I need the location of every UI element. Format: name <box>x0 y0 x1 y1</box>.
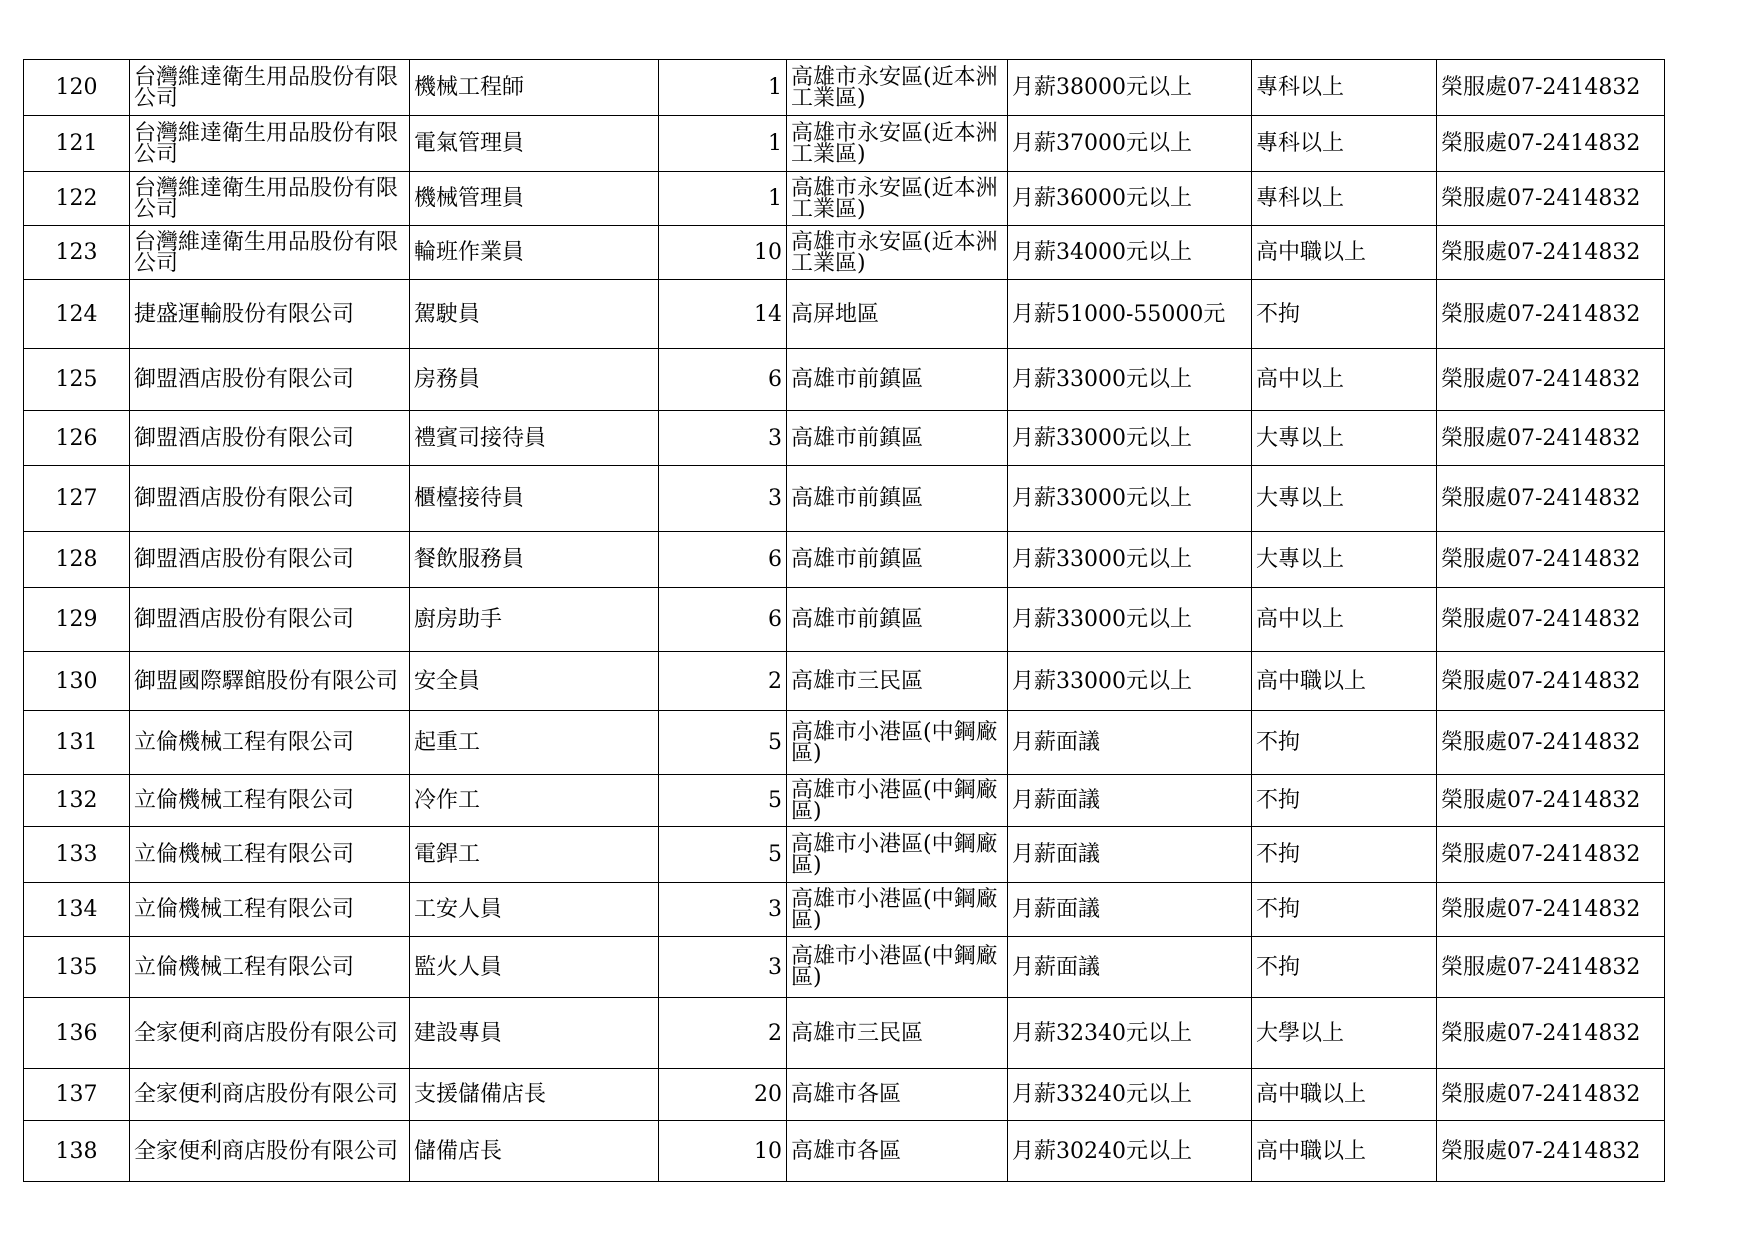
job-listings-body <box>24 60 1665 1182</box>
company-cell: 御盟酒店股份有限公司 <box>130 532 410 588</box>
salary-cell: 月薪34000元以上 <box>1008 226 1252 280</box>
headcount-cell: 5 <box>659 827 787 883</box>
contact-cell: 榮服處07-2414832 <box>1437 827 1665 883</box>
headcount-cell: 6 <box>659 532 787 588</box>
salary-cell: 月薪38000元以上 <box>1008 60 1252 116</box>
row-number-cell: 137 <box>24 1069 130 1121</box>
headcount-cell: 3 <box>659 883 787 937</box>
company-cell: 台灣維達衛生用品股份有限公司 <box>130 60 410 116</box>
table-row <box>24 652 1665 711</box>
table-row <box>24 532 1665 588</box>
row-number-cell: 122 <box>24 172 130 226</box>
salary-cell: 月薪面議 <box>1008 937 1252 998</box>
contact-cell: 榮服處07-2414832 <box>1437 172 1665 226</box>
headcount-cell: 5 <box>659 711 787 775</box>
company-cell: 御盟酒店股份有限公司 <box>130 466 410 532</box>
location-cell: 高雄市各區 <box>787 1121 1008 1182</box>
headcount-cell: 3 <box>659 937 787 998</box>
position-cell: 機械管理員 <box>410 172 659 226</box>
education-cell: 高中以上 <box>1252 588 1437 652</box>
salary-cell: 月薪面議 <box>1008 775 1252 827</box>
company-cell: 全家便利商店股份有限公司 <box>130 998 410 1069</box>
position-cell: 起重工 <box>410 711 659 775</box>
row-number-cell: 134 <box>24 883 130 937</box>
headcount-cell: 1 <box>659 116 787 172</box>
table-row <box>24 775 1665 827</box>
table-row <box>24 60 1665 116</box>
position-cell: 儲備店長 <box>410 1121 659 1182</box>
contact-cell: 榮服處07-2414832 <box>1437 116 1665 172</box>
table-row <box>24 711 1665 775</box>
education-cell: 專科以上 <box>1252 116 1437 172</box>
row-number-cell: 138 <box>24 1121 130 1182</box>
row-number-cell: 130 <box>24 652 130 711</box>
education-cell: 大專以上 <box>1252 466 1437 532</box>
position-cell: 餐飲服務員 <box>410 532 659 588</box>
headcount-cell: 3 <box>659 466 787 532</box>
location-cell: 高雄市小港區(中鋼廠區) <box>787 711 1008 775</box>
salary-cell: 月薪33000元以上 <box>1008 411 1252 466</box>
row-number-cell: 128 <box>24 532 130 588</box>
position-cell: 駕駛員 <box>410 280 659 349</box>
position-cell: 電氣管理員 <box>410 116 659 172</box>
contact-cell: 榮服處07-2414832 <box>1437 226 1665 280</box>
row-number-cell: 123 <box>24 226 130 280</box>
location-cell: 高雄市永安區(近本洲工業區) <box>787 172 1008 226</box>
contact-cell: 榮服處07-2414832 <box>1437 532 1665 588</box>
headcount-cell: 20 <box>659 1069 787 1121</box>
contact-cell: 榮服處07-2414832 <box>1437 998 1665 1069</box>
row-number-cell: 127 <box>24 466 130 532</box>
headcount-cell: 3 <box>659 411 787 466</box>
position-cell: 廚房助手 <box>410 588 659 652</box>
salary-cell: 月薪33000元以上 <box>1008 588 1252 652</box>
headcount-cell: 6 <box>659 588 787 652</box>
position-cell: 輪班作業員 <box>410 226 659 280</box>
education-cell: 不拘 <box>1252 883 1437 937</box>
position-cell: 電銲工 <box>410 827 659 883</box>
company-cell: 立倫機械工程有限公司 <box>130 775 410 827</box>
position-cell: 建設專員 <box>410 998 659 1069</box>
location-cell: 高雄市小港區(中鋼廠區) <box>787 937 1008 998</box>
table-row <box>24 466 1665 532</box>
contact-cell: 榮服處07-2414832 <box>1437 711 1665 775</box>
company-cell: 御盟酒店股份有限公司 <box>130 588 410 652</box>
salary-cell: 月薪37000元以上 <box>1008 116 1252 172</box>
contact-cell: 榮服處07-2414832 <box>1437 349 1665 411</box>
company-cell: 立倫機械工程有限公司 <box>130 827 410 883</box>
position-cell: 工安人員 <box>410 883 659 937</box>
education-cell: 高中職以上 <box>1252 652 1437 711</box>
salary-cell: 月薪33000元以上 <box>1008 466 1252 532</box>
location-cell: 高雄市小港區(中鋼廠區) <box>787 775 1008 827</box>
salary-cell: 月薪36000元以上 <box>1008 172 1252 226</box>
location-cell: 高雄市三民區 <box>787 998 1008 1069</box>
location-cell: 高雄市各區 <box>787 1069 1008 1121</box>
salary-cell: 月薪面議 <box>1008 711 1252 775</box>
location-cell: 高雄市小港區(中鋼廠區) <box>787 883 1008 937</box>
location-cell: 高雄市前鎮區 <box>787 411 1008 466</box>
table-row <box>24 349 1665 411</box>
salary-cell: 月薪33240元以上 <box>1008 1069 1252 1121</box>
table-row <box>24 172 1665 226</box>
row-number-cell: 135 <box>24 937 130 998</box>
table-row <box>24 827 1665 883</box>
table-row <box>24 937 1665 998</box>
table-row <box>24 588 1665 652</box>
company-cell: 全家便利商店股份有限公司 <box>130 1069 410 1121</box>
table-row <box>24 116 1665 172</box>
headcount-cell: 2 <box>659 652 787 711</box>
position-cell: 安全員 <box>410 652 659 711</box>
company-cell: 立倫機械工程有限公司 <box>130 883 410 937</box>
headcount-cell: 2 <box>659 998 787 1069</box>
company-cell: 御盟酒店股份有限公司 <box>130 411 410 466</box>
company-cell: 台灣維達衛生用品股份有限公司 <box>130 172 410 226</box>
contact-cell: 榮服處07-2414832 <box>1437 466 1665 532</box>
row-number-cell: 125 <box>24 349 130 411</box>
headcount-cell: 14 <box>659 280 787 349</box>
education-cell: 高中職以上 <box>1252 226 1437 280</box>
contact-cell: 榮服處07-2414832 <box>1437 1069 1665 1121</box>
location-cell: 高雄市小港區(中鋼廠區) <box>787 827 1008 883</box>
job-listings-table <box>23 59 1665 1182</box>
table-row <box>24 998 1665 1069</box>
row-number-cell: 120 <box>24 60 130 116</box>
company-cell: 御盟國際驛館股份有限公司 <box>130 652 410 711</box>
salary-cell: 月薪33000元以上 <box>1008 349 1252 411</box>
education-cell: 大學以上 <box>1252 998 1437 1069</box>
education-cell: 專科以上 <box>1252 60 1437 116</box>
location-cell: 高雄市永安區(近本洲工業區) <box>787 60 1008 116</box>
education-cell: 高中職以上 <box>1252 1069 1437 1121</box>
salary-cell: 月薪33000元以上 <box>1008 652 1252 711</box>
education-cell: 大專以上 <box>1252 532 1437 588</box>
location-cell: 高屏地區 <box>787 280 1008 349</box>
education-cell: 大專以上 <box>1252 411 1437 466</box>
location-cell: 高雄市前鎮區 <box>787 349 1008 411</box>
contact-cell: 榮服處07-2414832 <box>1437 937 1665 998</box>
education-cell: 不拘 <box>1252 711 1437 775</box>
location-cell: 高雄市前鎮區 <box>787 532 1008 588</box>
company-cell: 捷盛運輸股份有限公司 <box>130 280 410 349</box>
contact-cell: 榮服處07-2414832 <box>1437 652 1665 711</box>
company-cell: 立倫機械工程有限公司 <box>130 711 410 775</box>
education-cell: 高中以上 <box>1252 349 1437 411</box>
row-number-cell: 124 <box>24 280 130 349</box>
company-cell: 台灣維達衛生用品股份有限公司 <box>130 116 410 172</box>
location-cell: 高雄市前鎮區 <box>787 466 1008 532</box>
salary-cell: 月薪32340元以上 <box>1008 998 1252 1069</box>
headcount-cell: 5 <box>659 775 787 827</box>
headcount-cell: 1 <box>659 172 787 226</box>
row-number-cell: 136 <box>24 998 130 1069</box>
row-number-cell: 126 <box>24 411 130 466</box>
headcount-cell: 10 <box>659 1121 787 1182</box>
contact-cell: 榮服處07-2414832 <box>1437 588 1665 652</box>
row-number-cell: 121 <box>24 116 130 172</box>
table-row <box>24 280 1665 349</box>
salary-cell: 月薪面議 <box>1008 827 1252 883</box>
row-number-cell: 129 <box>24 588 130 652</box>
position-cell: 房務員 <box>410 349 659 411</box>
education-cell: 高中職以上 <box>1252 1121 1437 1182</box>
salary-cell: 月薪51000-55000元 <box>1008 280 1252 349</box>
position-cell: 冷作工 <box>410 775 659 827</box>
company-cell: 台灣維達衛生用品股份有限公司 <box>130 226 410 280</box>
salary-cell: 月薪33000元以上 <box>1008 532 1252 588</box>
headcount-cell: 10 <box>659 226 787 280</box>
position-cell: 監火人員 <box>410 937 659 998</box>
table-row <box>24 1069 1665 1121</box>
row-number-cell: 133 <box>24 827 130 883</box>
education-cell: 不拘 <box>1252 827 1437 883</box>
row-number-cell: 132 <box>24 775 130 827</box>
table-row <box>24 411 1665 466</box>
company-cell: 立倫機械工程有限公司 <box>130 937 410 998</box>
salary-cell: 月薪面議 <box>1008 883 1252 937</box>
position-cell: 禮賓司接待員 <box>410 411 659 466</box>
position-cell: 支援儲備店長 <box>410 1069 659 1121</box>
table-row <box>24 883 1665 937</box>
location-cell: 高雄市前鎮區 <box>787 588 1008 652</box>
headcount-cell: 1 <box>659 60 787 116</box>
company-cell: 全家便利商店股份有限公司 <box>130 1121 410 1182</box>
row-number-cell: 131 <box>24 711 130 775</box>
contact-cell: 榮服處07-2414832 <box>1437 60 1665 116</box>
location-cell: 高雄市永安區(近本洲工業區) <box>787 226 1008 280</box>
position-cell: 機械工程師 <box>410 60 659 116</box>
contact-cell: 榮服處07-2414832 <box>1437 883 1665 937</box>
table-row <box>24 1121 1665 1182</box>
education-cell: 不拘 <box>1252 775 1437 827</box>
education-cell: 不拘 <box>1252 280 1437 349</box>
table-row <box>24 226 1665 280</box>
company-cell: 御盟酒店股份有限公司 <box>130 349 410 411</box>
education-cell: 不拘 <box>1252 937 1437 998</box>
contact-cell: 榮服處07-2414832 <box>1437 280 1665 349</box>
position-cell: 櫃檯接待員 <box>410 466 659 532</box>
salary-cell: 月薪30240元以上 <box>1008 1121 1252 1182</box>
location-cell: 高雄市永安區(近本洲工業區) <box>787 116 1008 172</box>
contact-cell: 榮服處07-2414832 <box>1437 1121 1665 1182</box>
headcount-cell: 6 <box>659 349 787 411</box>
contact-cell: 榮服處07-2414832 <box>1437 775 1665 827</box>
location-cell: 高雄市三民區 <box>787 652 1008 711</box>
contact-cell: 榮服處07-2414832 <box>1437 411 1665 466</box>
education-cell: 專科以上 <box>1252 172 1437 226</box>
